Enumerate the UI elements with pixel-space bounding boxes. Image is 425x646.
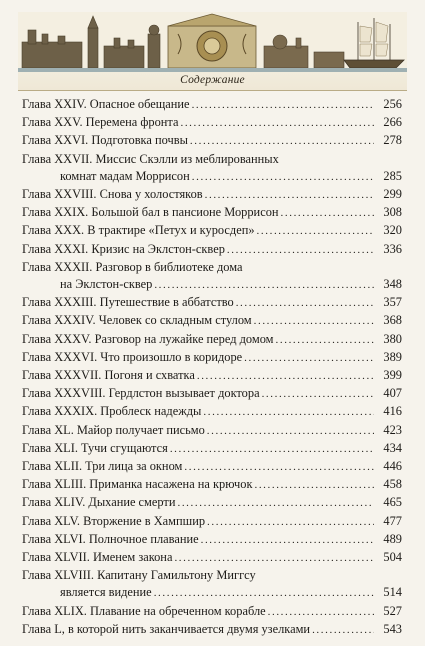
toc-entry	[22, 96, 402, 114]
toc-leader-dots	[262, 386, 374, 403]
toc-entry-title: Глава XXXVII. Погоня и схватка	[22, 368, 195, 383]
toc-page-number: 256	[383, 97, 402, 111]
table-of-contents	[22, 96, 402, 639]
toc-entry	[22, 422, 402, 440]
toc-page-number: 446	[383, 459, 402, 474]
toc-entry-title: Глава XLV. Вторжение в Хампшир	[22, 513, 206, 528]
toc-entry	[22, 186, 402, 204]
toc-entry	[22, 440, 402, 458]
toc-leader-dots	[192, 169, 374, 186]
toc-leader-dots	[203, 404, 374, 421]
toc-leader-dots	[197, 368, 374, 385]
toc-page-number: 357	[383, 295, 402, 310]
toc-page-number: 368	[383, 313, 402, 328]
toc-page-number: 320	[383, 223, 402, 238]
toc-leader-dots	[257, 223, 374, 240]
header-banner	[18, 12, 407, 91]
toc-entry-title: Глава XXXIX. Проблеск надежды	[22, 404, 202, 419]
toc-entry	[22, 168, 402, 186]
toc-entry-title: комнат мадам Моррисон	[60, 168, 190, 183]
toc-leader-dots	[276, 332, 374, 349]
toc-leader-dots	[184, 459, 374, 476]
toc-leader-dots	[205, 187, 374, 204]
toc-leader-dots	[268, 604, 374, 621]
toc-page-number: 465	[383, 495, 402, 510]
toc-page-number: 399	[383, 368, 402, 383]
toc-entry	[22, 222, 402, 240]
toc-page-number: 348	[383, 277, 402, 292]
toc-page-number: 336	[383, 241, 402, 256]
cityscape-illustration	[18, 12, 407, 72]
toc-entry-title: Глава XXXVIII. Гердлстон вызывает доктора	[22, 386, 260, 401]
toc-entry	[22, 458, 402, 476]
toc-leader-dots	[180, 115, 374, 132]
toc-entry	[22, 584, 402, 602]
toc-entry	[22, 494, 402, 512]
toc-entry-title: Глава XLI. Тучи сгущаются	[22, 440, 168, 455]
toc-page-number: 278	[383, 133, 402, 148]
toc-leader-dots	[207, 514, 374, 531]
toc-entry	[22, 241, 402, 259]
toc-entry-title: Глава XXX. В трактире «Петух и куросдеп»	[22, 223, 255, 238]
toc-page-number: 266	[383, 115, 402, 130]
toc-entry	[22, 531, 402, 549]
toc-entry-title: Глава XLIII. Приманка насажена на крючок	[22, 477, 253, 492]
toc-entry	[22, 513, 402, 531]
toc-page-number: 477	[383, 513, 402, 528]
toc-entry	[22, 567, 402, 584]
toc-entry-title: Глава XLII. Три лица за окном	[22, 459, 183, 474]
toc-entry-title: Глава XXXIII. Путешествие в аббатство	[22, 295, 234, 310]
toc-page-number: 514	[383, 585, 402, 600]
toc-leader-dots	[201, 532, 374, 549]
toc-leader-dots	[236, 295, 374, 312]
toc-entry-title: Глава L, в которой нить заканчивается двумя узелками	[22, 621, 311, 636]
toc-entry	[22, 132, 402, 150]
toc-entry-title: Глава XXIV. Опасное обещание	[22, 97, 190, 111]
toc-page-number: 504	[383, 550, 402, 565]
toc-entry-title: Глава XLVI. Полночное плавание	[22, 531, 199, 546]
toc-entry-title: Глава XLIX. Плавание на обреченном корабле	[22, 603, 266, 618]
toc-entry-title: Глава XLVIII. Капитану Гамильтону Миггсу	[22, 568, 256, 583]
toc-entry-title: Глава XXXVI. Что произошло в коридоре	[22, 349, 243, 364]
toc-entry	[22, 603, 402, 621]
toc-leader-dots	[281, 205, 374, 222]
toc-leader-dots	[174, 550, 374, 567]
toc-entry-title: Глава XLVII. Именем закона	[22, 550, 173, 565]
toc-page-number: 527	[383, 603, 402, 618]
toc-entry-title: Глава XL. Майор получает письмо	[22, 422, 205, 437]
toc-entry-title: Глава XXIX. Большой бал в пансионе Моррисон	[22, 205, 279, 220]
toc-leader-dots	[170, 441, 374, 458]
toc-page-number: 380	[383, 331, 402, 346]
toc-page-number: 543	[383, 621, 402, 636]
toc-page-number: 308	[383, 205, 402, 220]
toc-leader-dots	[254, 477, 374, 494]
toc-leader-dots	[177, 495, 374, 512]
toc-entry	[22, 114, 402, 132]
toc-leader-dots	[192, 97, 374, 114]
toc-entry-title: является видение	[60, 585, 152, 600]
toc-leader-dots	[312, 622, 374, 639]
toc-page-number: 423	[383, 422, 402, 437]
toc-entry-title: Глава XXVI. Подготовка почвы	[22, 133, 188, 148]
toc-entry-title: Глава XXXV. Разговор на лужайке перед домом	[22, 331, 274, 346]
toc-entry	[22, 331, 402, 349]
toc-entry-title: Глава XXV. Перемена фронта	[22, 115, 179, 130]
toc-entry	[22, 621, 402, 639]
toc-page-number: 458	[383, 477, 402, 492]
toc-leader-dots	[227, 242, 374, 259]
toc-entry	[22, 204, 402, 222]
toc-leader-dots	[154, 585, 374, 602]
toc-entry	[22, 294, 402, 312]
toc-entry-title: Глава XXVII. Миссис Скэлли из меблированных	[22, 151, 279, 166]
toc-entry-title: на Эклстон-сквер	[60, 277, 153, 292]
toc-entry	[22, 151, 402, 168]
toc-entry	[22, 549, 402, 567]
toc-page-number: 489	[383, 531, 402, 546]
toc-entry	[22, 349, 402, 367]
toc-leader-dots	[254, 313, 374, 330]
toc-entry	[22, 276, 402, 294]
toc-leader-dots	[244, 350, 374, 367]
toc-entry-title: Глава XLIV. Дыхание смерти	[22, 495, 176, 510]
toc-page-number: 416	[383, 404, 402, 419]
toc-entry-title: Глава XXVIII. Снова у холостяков	[22, 187, 203, 202]
toc-page-number: 389	[383, 349, 402, 364]
toc-page-number: 407	[383, 386, 402, 401]
toc-entry-title: Глава XXXII. Разговор в библиотеке дома	[22, 259, 243, 274]
toc-entry	[22, 403, 402, 421]
toc-entry-title: Глава XXXI. Кризис на Эклстон-сквер	[22, 241, 225, 256]
toc-page-number: 434	[383, 440, 402, 455]
toc-entry	[22, 259, 402, 276]
toc-leader-dots	[207, 423, 374, 440]
page-title: Содержание	[180, 74, 245, 86]
toc-entry	[22, 312, 402, 330]
toc-entry-title: Глава XXXIV. Человек со складным стулом	[22, 313, 252, 328]
toc-entry	[22, 367, 402, 385]
toc-leader-dots	[190, 133, 374, 150]
toc-entry	[22, 476, 402, 494]
toc-entry	[22, 385, 402, 403]
toc-page-number: 285	[383, 168, 402, 183]
toc-page-number: 299	[383, 187, 402, 202]
toc-leader-dots	[154, 277, 374, 294]
